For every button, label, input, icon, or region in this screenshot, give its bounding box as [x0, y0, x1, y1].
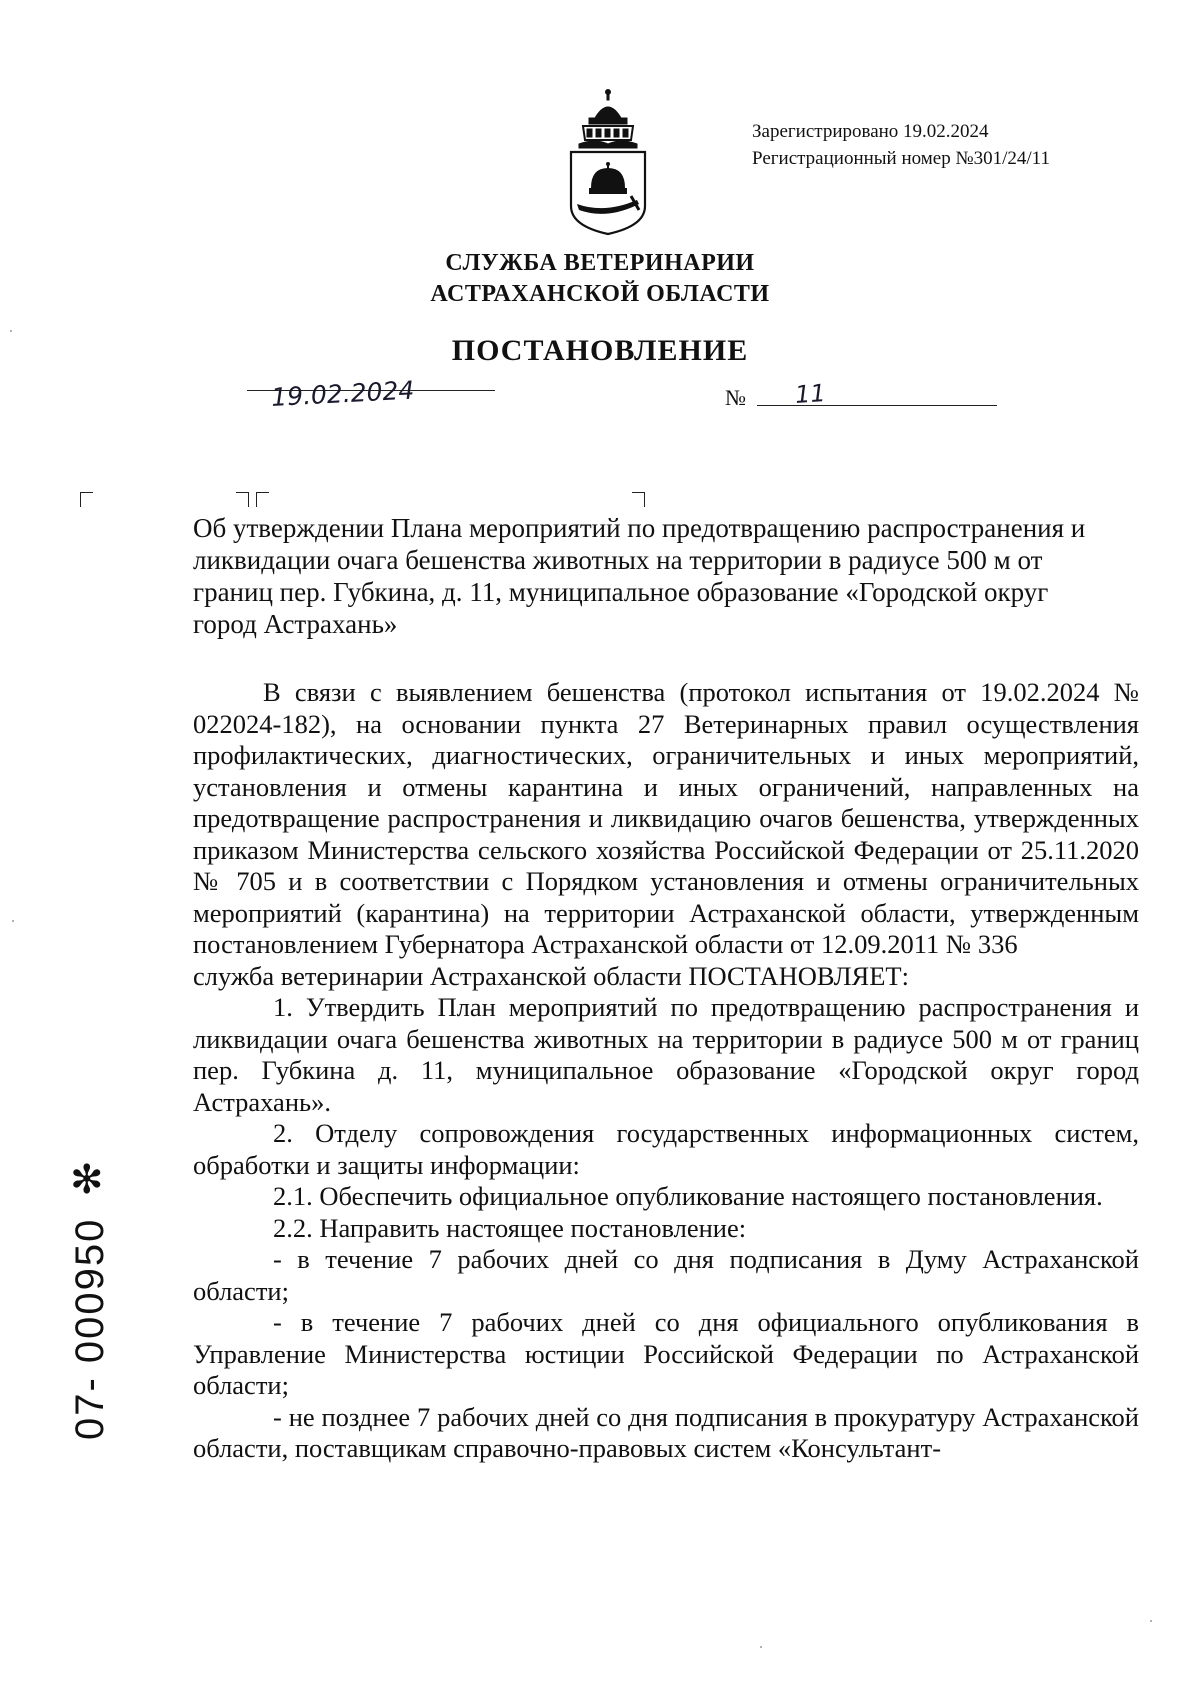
corner-bracket: [80, 492, 93, 507]
scan-speck: [10, 330, 12, 332]
dash-item-3: - не позднее 7 рабочих дней со дня подписания в прокуратуру Астраханской области, поставщикам справочно-правовых систем «Консультант-: [193, 1401, 1139, 1463]
document-type: ПОСТАНОВЛЕНИЕ: [451, 334, 749, 367]
side-registration-number: 07- 000950: [68, 1217, 112, 1440]
document-number: 11: [794, 378, 827, 410]
scan-speck: [1150, 1620, 1152, 1622]
preamble-paragraph: В связи с выявлением бешенства (протокол испытания от 19.02.2024 № 022024-182), на основании пункта 27 Ветеринарных правил осуществления профилактических, диагностических, ограничительных и иных мероприятий, установления и отмены карантина и иных ограничений, направленных на предотвращение распространения и ликвидацию очагов бешенства, утвержденных приказом Министерства сельского хозяйства Российской Федерации от 25.11.2020 № 705 и в соответствии с Порядком установления и отмены ограничительных мероприятий (карантина) на территории Астраханской области, утвержденным постановлением Губернатора Астраханской области от 12.09.2011 № 336: [193, 677, 1139, 959]
side-star-mark: ✻: [70, 1157, 104, 1203]
dash-item-2: - в течение 7 рабочих дней со дня официального опубликования в Управление Министерства юстиции Российской Федерации по Астраханской области;: [193, 1307, 1139, 1400]
document-body: [193, 677, 1139, 1465]
number-sign: №: [725, 385, 746, 410]
astrakhan-coat-of-arms-icon: [565, 88, 651, 236]
dash-item-1: - в течение 7 рабочих дней со дня подписания в Думу Астраханской области;: [193, 1244, 1139, 1306]
corner-bracket: [256, 492, 269, 507]
document-date: 19.02.2024: [270, 375, 415, 412]
scan-speck: [760, 1646, 762, 1648]
corner-bracket: [236, 492, 249, 507]
number-underline: [757, 405, 997, 406]
document-title: Об утверждении Плана мероприятий по предотвращению распространения и ликвидации очага бешенства животных на территории в радиусе 500 м от границ пер. Губкина, д. 11, муниципальное образование «Городской округ город Астрахань»: [193, 513, 1086, 639]
registration-stamp: [752, 118, 1050, 172]
item-2: 2. Отделу сопровождения государственных информационных систем, обработки и защиты информации:: [193, 1118, 1139, 1180]
organization-name: [0, 248, 1200, 310]
corner-bracket: [632, 492, 645, 507]
item-2-1: 2.1. Обеспечить официальное опубликование настоящего постановления.: [273, 1181, 1103, 1211]
registration-number: Регистрационный номер №301/24/11: [752, 148, 1050, 169]
resolves-line: служба ветеринарии Астраханской области ПОСТАНОВЛЯЕТ:: [193, 960, 909, 991]
organization-line-1: СЛУЖБА ВЕТЕРИНАРИИ: [445, 250, 755, 276]
registration-date: Зарегистрировано 19.02.2024: [752, 121, 989, 142]
item-1: 1. Утвердить План мероприятий по предотвращению распространения и ликвидации очага бешенства животных на территории в радиусе 500 м от границ пер. Губкина д. 11, муниципальное образование «Городской округ город Астрахань».: [193, 992, 1139, 1117]
scan-speck: [12, 920, 14, 922]
item-2-2: 2.2. Направить настоящее постановление:: [273, 1212, 747, 1243]
organization-line-2: АСТРАХАНСКОЙ ОБЛАСТИ: [430, 281, 770, 307]
